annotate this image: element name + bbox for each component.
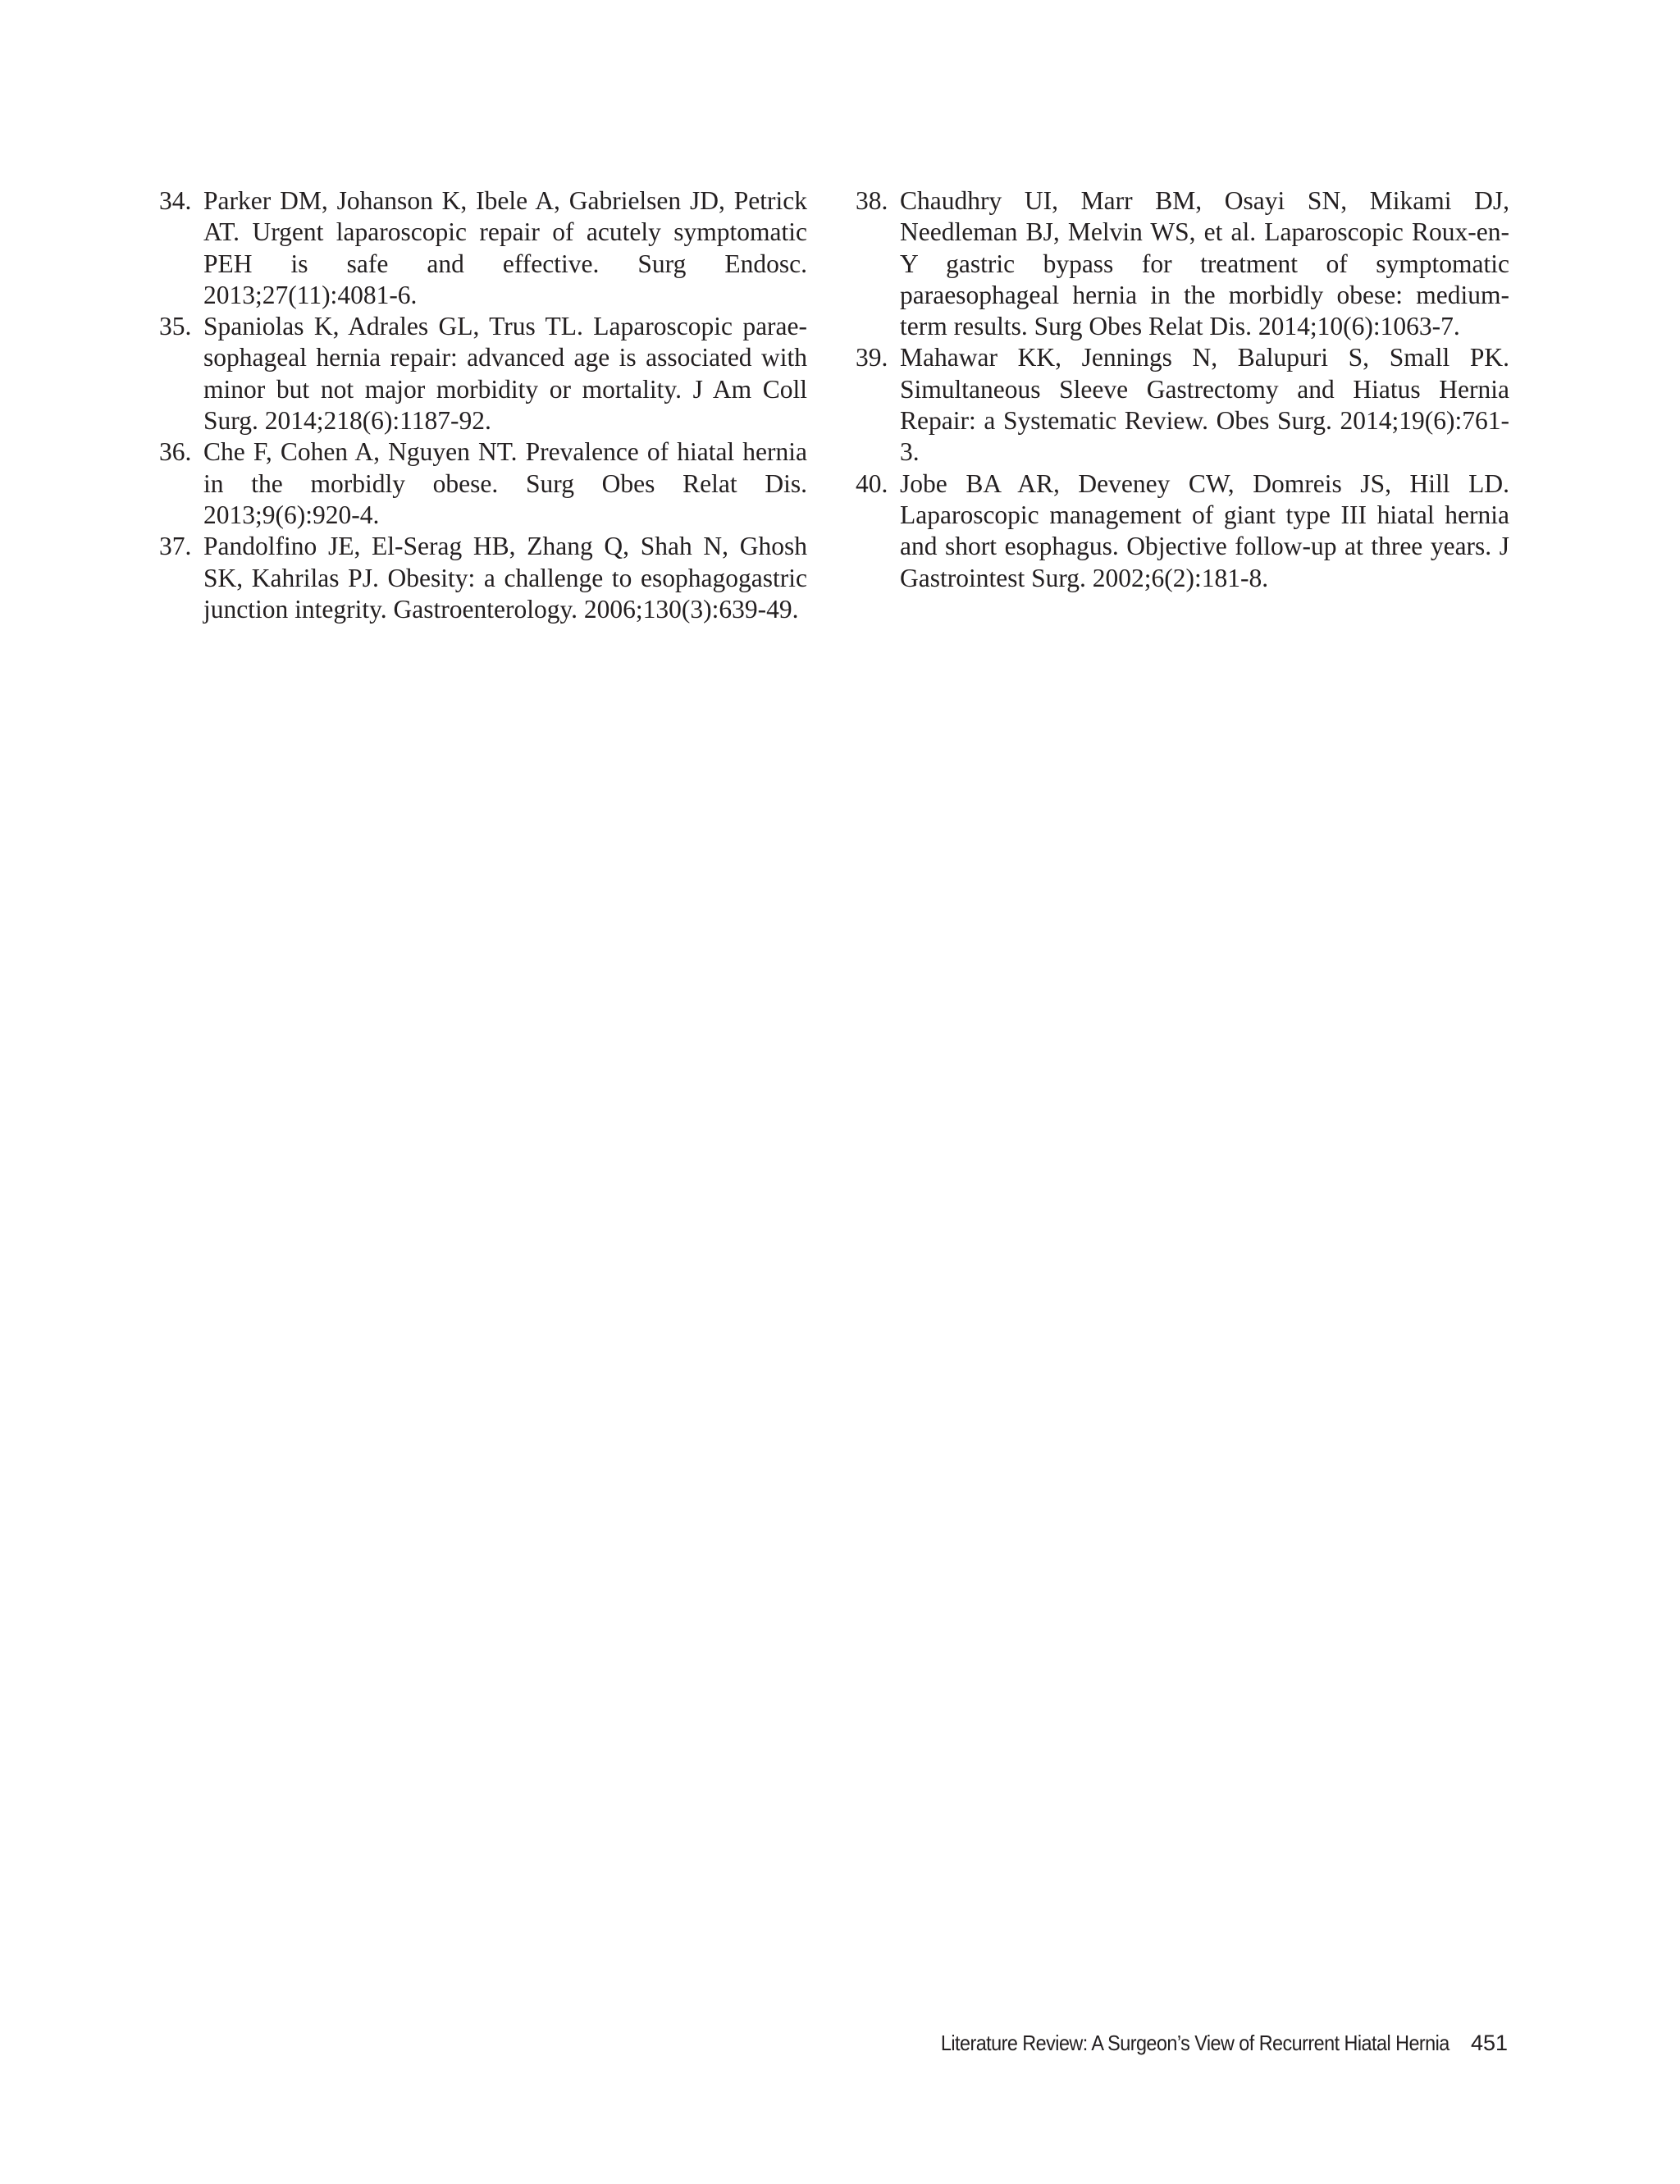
reference-item [159,531,807,625]
references-column-right [856,185,1509,594]
reference-number: 39. [856,343,888,372]
reference-text: Jobe BA AR, Deveney CW, Domreis JS, Hill LD. Laparoscopic management of giant type III hiatal hernia and short esophagus. Objective follow-up at three years. J Gastrointest Surg. 2002;6(2):181-8. [900,468,1509,592]
running-title: Literature Review: A Surgeon’s View of Recurrent Hiatal Hernia [940,2031,1449,2055]
reference-text: Mahawar KK, Jennings N, Balupuri S, Small PK. Simultaneous Sleeve Gastrectomy and Hiatus Hernia Repair: a Systematic Review. Obes Surg. 2014;19(6):761-3. [900,343,1509,467]
reference-item [856,185,1509,342]
reference-number: 35. [159,312,192,341]
reference-number: 38. [856,186,888,215]
page-number: 451 [1470,2031,1508,2055]
reference-number: 34. [159,186,192,215]
reference-text: Spaniolas K, Adrales GL, Trus TL. Laparoscopic parae-sophageal hernia repair: advanced age is associated with minor but not major morbidity or mortality. J Am Coll Surg. 2014;218(6):1187-92. [203,312,807,436]
page-footer [884,2031,1508,2056]
references-column-left [159,185,807,625]
reference-item [159,436,807,531]
reference-number: 36. [159,437,192,467]
reference-text: Pandolfino JE, El-Serag HB, Zhang Q, Shah N, Ghosh SK, Kahrilas PJ. Obesity: a challenge to esophagogastric junction integrity. Gastroenterology. 2006;130(3):639-49. [203,532,807,624]
reference-text: Che F, Cohen A, Nguyen NT. Prevalence of hiatal hernia in the morbidly obese. Surg Obes Relat Dis. 2013;9(6):920-4. [203,437,807,529]
reference-number: 40. [856,468,888,498]
reference-item [856,342,1509,468]
reference-item [159,311,807,436]
reference-item [159,185,807,311]
reference-text: Chaudhry UI, Marr BM, Osayi SN, Mikami DJ, Needleman BJ, Melvin WS, et al. Laparoscopic Roux-en-Y gastric bypass for treatment of symptomatic paraesophageal hernia in the morbidly obese: medium-term results. Surg Obes Relat Dis. 2014;10(6):1063-7. [900,186,1509,341]
reference-text: Parker DM, Johanson K, Ibele A, Gabrielsen JD, Petrick AT. Urgent laparoscopic repair of acutely symptomatic PEH is safe and effective. Surg Endosc. 2013;27(11):4081-6. [203,186,807,309]
reference-number: 37. [159,532,192,561]
reference-item [856,468,1509,594]
